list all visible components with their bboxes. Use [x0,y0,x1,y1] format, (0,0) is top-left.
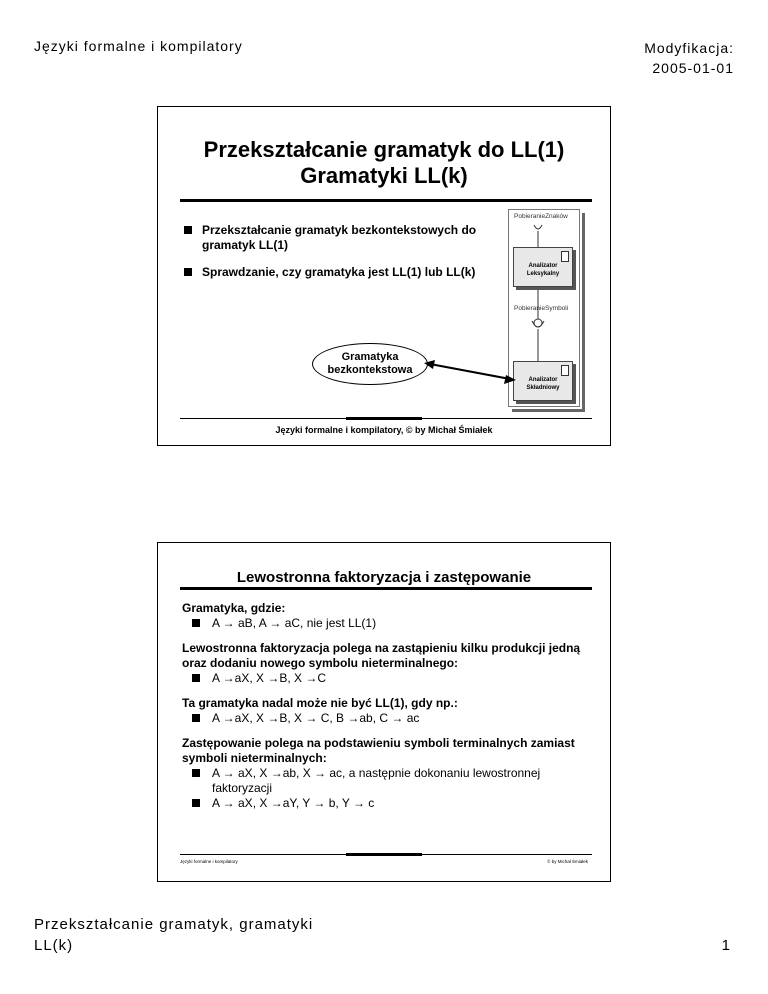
page-footer-line-2: LL(k) [34,937,74,954]
item-text: A → aX, X →ab, X → ac, a następnie dokonaniu lewostronnej faktoryzacji [212,766,541,795]
slide-2 [157,542,611,882]
title-line-1: Przekształcanie gramatyk do LL(1) [203,137,565,162]
item-text: A → aX, X →aY, Y → b, Y → c [212,796,375,810]
interface-label-top: PobieranieZnaków [514,213,568,220]
component-lexer [513,247,573,287]
item-text: A → aB, A → aC, nie jest LL(1) [212,616,377,630]
slide-2-footer-right: © by Michał Śmiałek [547,859,588,864]
ellipse-line-2: bezkontekstowa [327,364,413,376]
slide-2-footer-left: Języki formalne i kompilatory [180,859,238,864]
list-item [182,616,592,631]
square-bullet-icon [192,674,200,682]
modification-date: 2005-01-01 [652,60,734,76]
section-heading: Zastępowanie polega na podstawieniu symboli terminalnych zamiast symboli nieterminalnych: [182,736,575,765]
component-icon [561,365,569,376]
slide-1 [157,106,611,446]
title-rule [180,587,592,590]
section [182,736,592,811]
grammar-ellipse [312,343,428,385]
bullet-text: Przekształcanie gramatyk bezkontekstowych do gramatyk LL(1) [202,223,477,252]
slide-1-title [158,137,610,189]
component-diagram [508,209,586,407]
bullet-item [174,223,494,253]
list-item [182,766,592,796]
modification-label: Modyfikacja: [644,40,734,56]
title-line-2: Gramatyki LL(k) [300,163,468,188]
component-parser-label: Analizator Składniowy [526,377,560,391]
component-lexer-label: Analizator Leksykalny [526,263,560,277]
footer-rule-accent [346,417,422,420]
section-heading: Gramatyka, gdzie: [182,601,286,615]
section-heading: Ta gramatyka nadal może nie być LL(1), gdy np.: [182,696,458,710]
slide-1-footer: Języki formalne i kompilatory, © by Michał Śmiałek [275,425,493,435]
list-item [182,796,592,811]
slide-2-title: Lewostronna faktoryzacja i zastępowanie [236,569,532,586]
square-bullet-icon [192,769,200,777]
list-item [182,671,592,686]
square-bullet-icon [184,268,192,276]
section [182,641,592,686]
page-footer [34,914,394,956]
footer-rule-accent [346,853,422,856]
component-parser [513,361,573,401]
square-bullet-icon [184,226,192,234]
ellipse-line-1: Gramatyka [341,351,399,363]
section [182,601,592,631]
square-bullet-icon [192,619,200,627]
page-footer-line-1: Przekształcanie gramatyk, gramatyki [34,916,314,933]
bullet-text: Sprawdzanie, czy gramatyka jest LL(1) lub LL(k) [202,265,476,279]
item-text: A →aX, X →B, X →C [212,671,327,685]
interface-label-mid: PobieranieSymboli [514,305,569,312]
section-heading: Lewostronna faktoryzacja polega na zastąpieniu kilku produkcji jedną oraz dodaniu nowego symbolu nieterminalnego: [182,641,581,670]
slide-2-body [182,601,592,821]
list-item [182,711,592,726]
section [182,696,592,726]
title-rule [180,199,592,202]
slide-1-bullets [174,223,494,292]
page-number: 1 [721,937,730,954]
square-bullet-icon [192,714,200,722]
bullet-item [174,265,494,280]
square-bullet-icon [192,799,200,807]
component-icon [561,251,569,262]
item-text: A →aX, X →B, X → C, B →ab, C → ac [212,711,420,725]
page-header-left: Języki formalne i kompilatory [34,38,243,54]
page-header-right [644,38,734,78]
